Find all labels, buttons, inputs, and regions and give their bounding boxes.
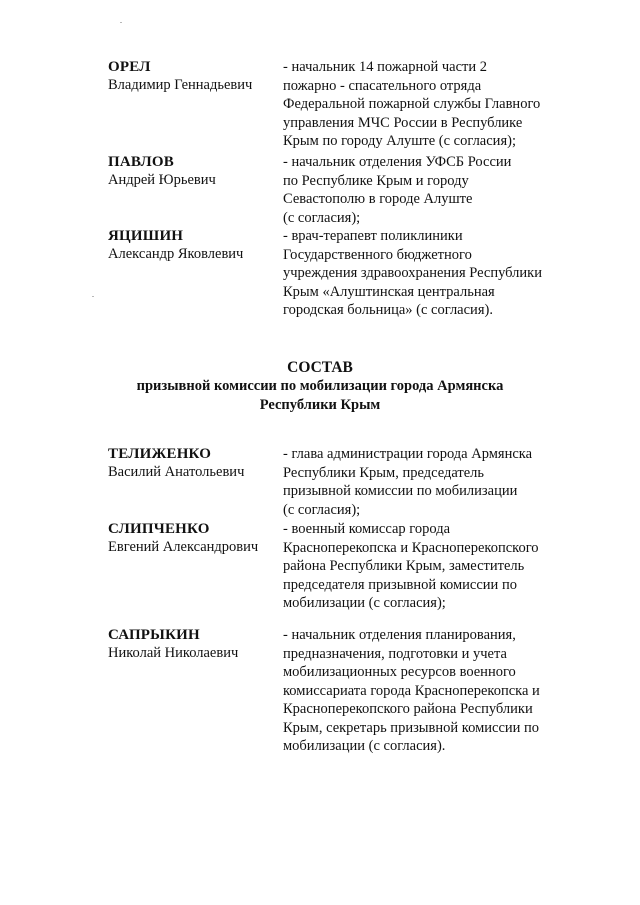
member-role	[283, 58, 573, 151]
role-line: Крым «Алуштинская центральная	[283, 283, 495, 300]
member-given-name: Василий Анатольевич	[108, 464, 245, 480]
role-line: учреждения здравоохранения Республики	[283, 265, 542, 281]
role-line: - военный комиссар города	[283, 521, 451, 537]
member-person	[108, 626, 278, 662]
role-line: - начальник 14 пожарной части 2	[283, 59, 487, 75]
member-surname: ОРЕЛ	[108, 59, 151, 75]
member-given-name: Александр Яковлевич	[108, 246, 244, 262]
member-surname: САПРЫКИН	[108, 627, 200, 643]
member-person	[108, 58, 278, 94]
member-role	[283, 445, 573, 519]
role-line: Федеральной пожарной службы Главного	[283, 96, 541, 112]
role-line: (с согласия);	[283, 501, 361, 518]
member-person	[108, 520, 278, 556]
role-line: пожарно - спасательного отряда	[283, 77, 482, 94]
role-line: городская больница» (с согласия).	[283, 302, 493, 318]
role-line: мобилизации (с согласия).	[283, 738, 446, 754]
role-line: Государственного бюджетного	[283, 246, 472, 263]
member-given-name: Николай Николаевич	[108, 645, 239, 661]
role-line: управления МЧС России в Республике	[283, 114, 523, 131]
role-line: Красноперекопска и Красноперекопского	[283, 539, 539, 556]
role-line: мобилизационных ресурсов военного	[283, 664, 516, 680]
member-surname: ТЕЛИЖЕНКО	[108, 446, 212, 462]
role-line: председателя призывной комиссии по	[283, 576, 517, 593]
member-role	[283, 520, 573, 613]
role-line: предназначения, подготовки и учета	[283, 645, 507, 662]
scan-speck	[120, 22, 122, 23]
role-line: Красноперекопского района Республики	[283, 701, 533, 717]
role-line: - врач-терапевт поликлиники	[283, 228, 463, 244]
role-line: Крым, секретарь призывной комиссии по	[283, 719, 540, 736]
member-role	[283, 227, 573, 320]
member-given-name: Андрей Юрьевич	[108, 172, 216, 188]
role-line: призывной комиссии по мобилизации	[283, 483, 518, 499]
member-given-name: Владимир Геннадьевич	[108, 77, 253, 93]
role-line: по Республике Крым и городу	[283, 172, 469, 189]
scan-speck	[92, 296, 94, 297]
role-line: мобилизации (с согласия);	[283, 595, 446, 611]
member-role	[283, 153, 573, 227]
role-line: Республики Крым, председатель	[283, 464, 485, 481]
heading-subtitle: Республики Крым	[259, 397, 381, 413]
role-line: - начальник отделения УФСБ России	[283, 154, 512, 170]
member-person	[108, 153, 278, 189]
member-surname: ПАВЛОВ	[108, 154, 174, 170]
heading-title: СОСТАВ	[287, 359, 353, 376]
role-line: (с согласия);	[283, 209, 361, 226]
member-given-name: Евгений Александрович	[108, 539, 259, 555]
member-person	[108, 445, 278, 481]
role-line: района Республики Крым, заместитель	[283, 558, 525, 574]
role-line: - глава администрации города Армянска	[283, 446, 533, 462]
role-line: Крым по городу Алуште (с согласия);	[283, 133, 516, 149]
section-heading	[0, 358, 640, 415]
role-line: комиссариата города Красноперекопска и	[283, 682, 540, 699]
role-line: - начальник отделения планирования,	[283, 627, 516, 643]
member-surname: ЯЦИШИН	[108, 228, 184, 244]
member-person	[108, 227, 278, 263]
member-surname: СЛИПЧЕНКО	[108, 521, 210, 537]
heading-subtitle: призывной комиссии по мобилизации города Армянска	[136, 378, 504, 394]
member-role	[283, 626, 573, 756]
role-line: Севастополю в городе Алуште	[283, 191, 473, 207]
